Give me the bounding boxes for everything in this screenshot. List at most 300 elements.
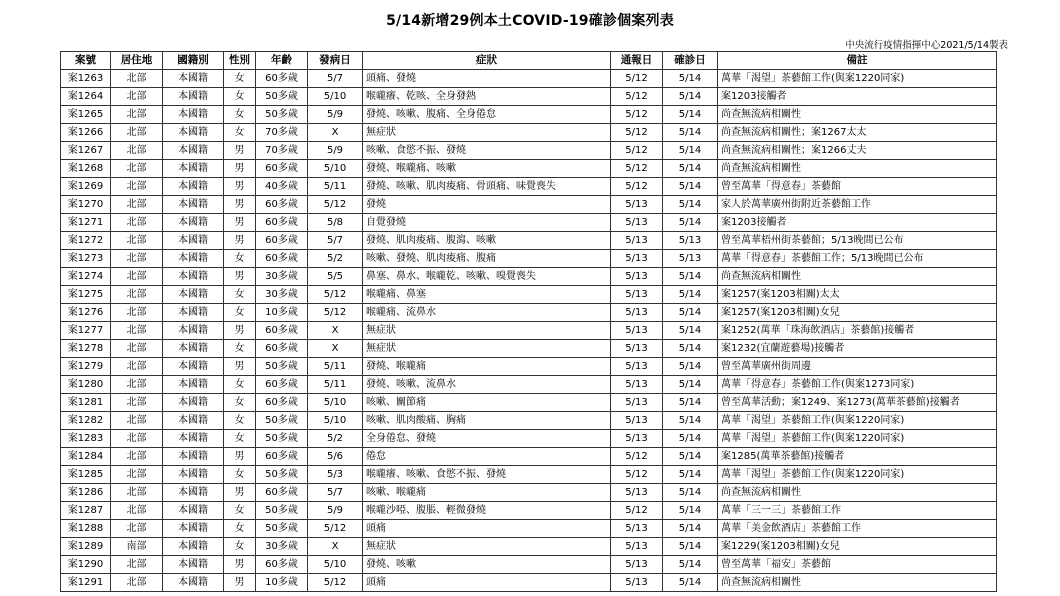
cell-residence: 北部: [111, 142, 163, 160]
cell-case-no: 案1279: [61, 358, 111, 376]
cell-residence: 北部: [111, 106, 163, 124]
cell-case-no: 案1277: [61, 322, 111, 340]
cell-age: 60多歲: [256, 70, 308, 88]
cell-onset-date: 5/9: [308, 142, 363, 160]
cell-symptoms: 發燒、咳嗽: [363, 556, 611, 574]
cell-confirm-date: 5/14: [663, 70, 718, 88]
cell-nationality: 本國籍: [163, 250, 224, 268]
cell-symptoms: 頭痛: [363, 574, 611, 592]
cell-gender: 男: [224, 178, 256, 196]
cell-age: 50多歲: [256, 88, 308, 106]
cell-symptoms: 咳嗽、關節痛: [363, 394, 611, 412]
cell-case-no: 案1278: [61, 340, 111, 358]
header-symptoms: 症狀: [363, 52, 611, 70]
cell-case-no: 案1286: [61, 484, 111, 502]
table-row: [61, 484, 997, 502]
cell-remarks: 萬華「渴望」茶藝館工作(與案1220同家): [718, 70, 997, 88]
cell-case-no: 案1267: [61, 142, 111, 160]
cell-age: 70多歲: [256, 124, 308, 142]
cell-nationality: 本國籍: [163, 232, 224, 250]
cell-report-date: 5/13: [611, 304, 663, 322]
cell-report-date: 5/13: [611, 430, 663, 448]
cell-symptoms: 喉嚨沙啞、腹脹、輕微發燒: [363, 502, 611, 520]
cell-gender: 女: [224, 520, 256, 538]
cell-report-date: 5/13: [611, 286, 663, 304]
cell-case-no: 案1265: [61, 106, 111, 124]
cell-symptoms: 全身倦怠、發燒: [363, 430, 611, 448]
cell-onset-date: X: [308, 340, 363, 358]
cell-case-no: 案1281: [61, 394, 111, 412]
cell-case-no: 案1268: [61, 160, 111, 178]
cell-residence: 北部: [111, 340, 163, 358]
cell-age: 60多歲: [256, 448, 308, 466]
cell-confirm-date: 5/14: [663, 376, 718, 394]
cell-nationality: 本國籍: [163, 178, 224, 196]
cell-nationality: 本國籍: [163, 358, 224, 376]
cell-nationality: 本國籍: [163, 304, 224, 322]
cell-gender: 女: [224, 502, 256, 520]
cell-gender: 男: [224, 268, 256, 286]
cell-nationality: 本國籍: [163, 286, 224, 304]
cell-residence: 北部: [111, 574, 163, 592]
cell-report-date: 5/12: [611, 106, 663, 124]
cell-confirm-date: 5/14: [663, 214, 718, 232]
cell-age: 30多歲: [256, 268, 308, 286]
table-row: [61, 394, 997, 412]
cell-nationality: 本國籍: [163, 376, 224, 394]
table-row: [61, 304, 997, 322]
cell-nationality: 本國籍: [163, 574, 224, 592]
table-row: [61, 466, 997, 484]
cell-case-no: 案1269: [61, 178, 111, 196]
cell-symptoms: 發燒、肌肉痠痛、腹瀉、咳嗽: [363, 232, 611, 250]
cell-symptoms: 鼻塞、鼻水、喉嚨乾、咳嗽、嗅覺喪失: [363, 268, 611, 286]
cell-confirm-date: 5/14: [663, 520, 718, 538]
cell-symptoms: 喉嚨癢、乾咳、全身發熱: [363, 88, 611, 106]
cell-gender: 男: [224, 322, 256, 340]
cell-remarks: 尚查無流病相關性；案1267太太: [718, 124, 997, 142]
table-row: [61, 412, 997, 430]
cell-symptoms: 無症狀: [363, 340, 611, 358]
header-residence: 居住地: [111, 52, 163, 70]
cell-symptoms: 喉嚨痛、鼻塞: [363, 286, 611, 304]
cell-residence: 北部: [111, 556, 163, 574]
cell-symptoms: 無症狀: [363, 538, 611, 556]
cell-symptoms: 喉嚨癢、咳嗽、食慾不振、發燒: [363, 466, 611, 484]
cell-confirm-date: 5/14: [663, 268, 718, 286]
cell-symptoms: 咳嗽、肌肉酸痛、胸痛: [363, 412, 611, 430]
cell-gender: 男: [224, 358, 256, 376]
cell-nationality: 本國籍: [163, 106, 224, 124]
table-row: [61, 430, 997, 448]
cell-remarks: 案1252(萬華「珠海飲酒店」茶藝館)接觸者: [718, 322, 997, 340]
cell-report-date: 5/13: [611, 412, 663, 430]
cell-age: 60多歲: [256, 322, 308, 340]
cell-report-date: 5/12: [611, 70, 663, 88]
cell-residence: 北部: [111, 88, 163, 106]
cell-report-date: 5/13: [611, 520, 663, 538]
cell-age: 50多歲: [256, 412, 308, 430]
cell-case-no: 案1271: [61, 214, 111, 232]
cell-confirm-date: 5/14: [663, 430, 718, 448]
cell-onset-date: 5/10: [308, 88, 363, 106]
header-case-no: 案號: [61, 52, 111, 70]
cell-remarks: 案1229(案1203相關)女兒: [718, 538, 997, 556]
cell-onset-date: 5/7: [308, 232, 363, 250]
cell-report-date: 5/12: [611, 448, 663, 466]
cell-symptoms: 咳嗽、發燒、肌肉痠痛、腹痛: [363, 250, 611, 268]
cell-onset-date: 5/7: [308, 70, 363, 88]
cell-case-no: 案1284: [61, 448, 111, 466]
cell-report-date: 5/13: [611, 322, 663, 340]
cell-case-no: 案1280: [61, 376, 111, 394]
cell-gender: 女: [224, 250, 256, 268]
cell-nationality: 本國籍: [163, 520, 224, 538]
cell-residence: 北部: [111, 358, 163, 376]
table-row: [61, 520, 997, 538]
cell-case-no: 案1272: [61, 232, 111, 250]
cell-gender: 女: [224, 286, 256, 304]
cell-remarks: 尚查無流病相關性；案1266丈夫: [718, 142, 997, 160]
cell-confirm-date: 5/14: [663, 358, 718, 376]
table-row: [61, 556, 997, 574]
cell-residence: 北部: [111, 178, 163, 196]
cell-age: 30多歲: [256, 538, 308, 556]
table-row: [61, 160, 997, 178]
cell-residence: 北部: [111, 286, 163, 304]
table-row: [61, 178, 997, 196]
cell-age: 50多歲: [256, 502, 308, 520]
cell-residence: 北部: [111, 376, 163, 394]
cell-confirm-date: 5/14: [663, 124, 718, 142]
cell-nationality: 本國籍: [163, 412, 224, 430]
cell-symptoms: 無症狀: [363, 322, 611, 340]
cell-report-date: 5/13: [611, 484, 663, 502]
cell-remarks: 案1232(宜蘭遊藝場)接觸者: [718, 340, 997, 358]
cell-remarks: 萬華「美金飲酒店」茶藝館工作: [718, 520, 997, 538]
cell-nationality: 本國籍: [163, 502, 224, 520]
cell-onset-date: 5/12: [308, 304, 363, 322]
cell-report-date: 5/12: [611, 142, 663, 160]
cell-onset-date: 5/9: [308, 502, 363, 520]
cell-remarks: 曾至萬華活動；案1249、案1273(萬華茶藝館)接觸者: [718, 394, 997, 412]
cell-residence: 北部: [111, 268, 163, 286]
cell-onset-date: 5/3: [308, 466, 363, 484]
cell-gender: 女: [224, 394, 256, 412]
cell-confirm-date: 5/14: [663, 160, 718, 178]
cell-case-no: 案1263: [61, 70, 111, 88]
cell-report-date: 5/13: [611, 268, 663, 286]
cell-nationality: 本國籍: [163, 196, 224, 214]
cell-gender: 女: [224, 430, 256, 448]
cell-nationality: 本國籍: [163, 88, 224, 106]
cell-onset-date: X: [308, 538, 363, 556]
cell-nationality: 本國籍: [163, 448, 224, 466]
cell-age: 50多歲: [256, 430, 308, 448]
cell-remarks: 萬華「渴望」茶藝館工作(與案1220同家): [718, 412, 997, 430]
cell-case-no: 案1274: [61, 268, 111, 286]
cell-gender: 男: [224, 484, 256, 502]
cell-remarks: 萬華「得意春」茶藝館工作；5/13晚間已公布: [718, 250, 997, 268]
cell-case-no: 案1291: [61, 574, 111, 592]
cell-gender: 女: [224, 538, 256, 556]
cell-nationality: 本國籍: [163, 394, 224, 412]
cell-nationality: 本國籍: [163, 268, 224, 286]
cell-age: 60多歲: [256, 484, 308, 502]
cell-onset-date: 5/10: [308, 160, 363, 178]
cell-report-date: 5/13: [611, 538, 663, 556]
cell-confirm-date: 5/14: [663, 412, 718, 430]
cell-residence: 北部: [111, 394, 163, 412]
cell-remarks: 案1203接觸者: [718, 214, 997, 232]
cell-residence: 北部: [111, 322, 163, 340]
cell-confirm-date: 5/14: [663, 106, 718, 124]
cell-nationality: 本國籍: [163, 556, 224, 574]
cell-case-no: 案1289: [61, 538, 111, 556]
table-row: [61, 88, 997, 106]
cell-onset-date: 5/9: [308, 106, 363, 124]
cell-symptoms: 倦怠: [363, 448, 611, 466]
cell-remarks: 案1257(案1203相關)女兒: [718, 304, 997, 322]
table-row: [61, 574, 997, 592]
cell-age: 70多歲: [256, 142, 308, 160]
cell-gender: 女: [224, 106, 256, 124]
header-confirm-date: 確診日: [663, 52, 718, 70]
cell-gender: 女: [224, 412, 256, 430]
cell-onset-date: 5/2: [308, 250, 363, 268]
cell-gender: 女: [224, 466, 256, 484]
cell-residence: 北部: [111, 430, 163, 448]
cell-onset-date: 5/12: [308, 520, 363, 538]
cell-onset-date: 5/7: [308, 484, 363, 502]
header-gender: 性別: [224, 52, 256, 70]
cell-residence: 北部: [111, 232, 163, 250]
cell-remarks: 尚查無流病相關性: [718, 268, 997, 286]
cell-residence: 北部: [111, 448, 163, 466]
cell-symptoms: 咳嗽、食慾不振、發燒: [363, 142, 611, 160]
cell-remarks: 曾至萬華「福安」茶藝館: [718, 556, 997, 574]
cell-nationality: 本國籍: [163, 124, 224, 142]
cell-report-date: 5/12: [611, 502, 663, 520]
cell-report-date: 5/13: [611, 196, 663, 214]
cell-report-date: 5/13: [611, 556, 663, 574]
cell-report-date: 5/13: [611, 358, 663, 376]
cell-nationality: 本國籍: [163, 538, 224, 556]
cell-symptoms: 發燒、咳嗽、腹痛、全身倦怠: [363, 106, 611, 124]
cell-residence: 北部: [111, 124, 163, 142]
cell-gender: 女: [224, 88, 256, 106]
cell-case-no: 案1288: [61, 520, 111, 538]
cell-case-no: 案1266: [61, 124, 111, 142]
source-note: 中央流行疫情指揮中心2021/5/14製表: [845, 40, 1008, 51]
table-row: [61, 70, 997, 88]
table-row: [61, 286, 997, 304]
cell-residence: 北部: [111, 502, 163, 520]
cell-residence: 北部: [111, 160, 163, 178]
cell-report-date: 5/12: [611, 466, 663, 484]
cell-gender: 女: [224, 304, 256, 322]
cell-symptoms: 頭痛: [363, 520, 611, 538]
cell-remarks: 家人於萬華廣州街附近茶藝館工作: [718, 196, 997, 214]
cell-confirm-date: 5/14: [663, 448, 718, 466]
cell-onset-date: 5/11: [308, 178, 363, 196]
cell-age: 10多歲: [256, 574, 308, 592]
cell-symptoms: 無症狀: [363, 124, 611, 142]
cell-remarks: 萬華「渴望」茶藝館工作(與案1220同家): [718, 466, 997, 484]
cell-remarks: 尚查無流病相關性: [718, 574, 997, 592]
cell-residence: 南部: [111, 538, 163, 556]
cell-onset-date: X: [308, 124, 363, 142]
cell-gender: 男: [224, 232, 256, 250]
cell-onset-date: 5/2: [308, 430, 363, 448]
cell-age: 60多歲: [256, 394, 308, 412]
cell-confirm-date: 5/14: [663, 556, 718, 574]
table-row: [61, 250, 997, 268]
cell-confirm-date: 5/14: [663, 538, 718, 556]
cell-remarks: 萬華「渴望」茶藝館工作(與案1220同家): [718, 430, 997, 448]
cell-remarks: 尚查無流病相關性: [718, 484, 997, 502]
cell-residence: 北部: [111, 304, 163, 322]
cell-case-no: 案1275: [61, 286, 111, 304]
cell-onset-date: 5/10: [308, 556, 363, 574]
cell-age: 60多歲: [256, 196, 308, 214]
header-age: 年齡: [256, 52, 308, 70]
cell-report-date: 5/13: [611, 214, 663, 232]
cell-case-no: 案1287: [61, 502, 111, 520]
cell-confirm-date: 5/13: [663, 250, 718, 268]
cell-report-date: 5/13: [611, 394, 663, 412]
cell-report-date: 5/13: [611, 376, 663, 394]
cell-remarks: 萬華「三一三」茶藝館工作: [718, 502, 997, 520]
cell-remarks: 案1257(案1203相關)太太: [718, 286, 997, 304]
cell-confirm-date: 5/13: [663, 232, 718, 250]
cell-confirm-date: 5/14: [663, 574, 718, 592]
cell-nationality: 本國籍: [163, 214, 224, 232]
cell-confirm-date: 5/14: [663, 340, 718, 358]
cell-onset-date: 5/10: [308, 394, 363, 412]
cell-confirm-date: 5/14: [663, 196, 718, 214]
cell-nationality: 本國籍: [163, 466, 224, 484]
header-report-date: 通報日: [611, 52, 663, 70]
cell-onset-date: 5/11: [308, 358, 363, 376]
cell-gender: 男: [224, 196, 256, 214]
table-header-row: [61, 52, 997, 70]
cell-onset-date: 5/12: [308, 574, 363, 592]
cell-case-no: 案1264: [61, 88, 111, 106]
cell-onset-date: 5/12: [308, 196, 363, 214]
cell-symptoms: 咳嗽、喉嚨痛: [363, 484, 611, 502]
cell-gender: 女: [224, 340, 256, 358]
cell-age: 50多歲: [256, 358, 308, 376]
cell-symptoms: 自覺發燒: [363, 214, 611, 232]
table-row: [61, 448, 997, 466]
cell-nationality: 本國籍: [163, 142, 224, 160]
cell-report-date: 5/13: [611, 574, 663, 592]
cell-case-no: 案1290: [61, 556, 111, 574]
cell-age: 60多歲: [256, 214, 308, 232]
cell-age: 30多歲: [256, 286, 308, 304]
cell-report-date: 5/12: [611, 178, 663, 196]
cell-residence: 北部: [111, 250, 163, 268]
cell-remarks: 案1203接觸者: [718, 88, 997, 106]
cell-age: 50多歲: [256, 466, 308, 484]
cell-nationality: 本國籍: [163, 484, 224, 502]
cell-case-no: 案1285: [61, 466, 111, 484]
cell-remarks: 萬華「得意春」茶藝館工作(與案1273同家): [718, 376, 997, 394]
cell-report-date: 5/12: [611, 88, 663, 106]
cell-symptoms: 喉嚨痛、流鼻水: [363, 304, 611, 322]
cell-age: 40多歲: [256, 178, 308, 196]
cell-remarks: 曾至萬華廣州街周邊: [718, 358, 997, 376]
cell-nationality: 本國籍: [163, 322, 224, 340]
table-row: [61, 268, 997, 286]
cell-onset-date: 5/11: [308, 376, 363, 394]
cell-report-date: 5/13: [611, 232, 663, 250]
cell-confirm-date: 5/14: [663, 178, 718, 196]
cell-confirm-date: 5/14: [663, 394, 718, 412]
header-remarks: 備註: [718, 52, 997, 70]
cell-onset-date: 5/12: [308, 286, 363, 304]
cell-remarks: 尚查無流病相關性: [718, 160, 997, 178]
cell-age: 60多歲: [256, 556, 308, 574]
cell-age: 60多歲: [256, 250, 308, 268]
cell-gender: 男: [224, 214, 256, 232]
cell-gender: 男: [224, 448, 256, 466]
cell-residence: 北部: [111, 412, 163, 430]
cell-symptoms: 頭痛、發燒: [363, 70, 611, 88]
cell-confirm-date: 5/14: [663, 502, 718, 520]
cell-onset-date: 5/5: [308, 268, 363, 286]
table-row: [61, 538, 997, 556]
cell-symptoms: 發燒、咳嗽、流鼻水: [363, 376, 611, 394]
cell-age: 10多歲: [256, 304, 308, 322]
cell-remarks: 曾至萬華梧州街茶藝館；5/13晚間已公布: [718, 232, 997, 250]
cell-onset-date: X: [308, 322, 363, 340]
cell-symptoms: 發燒: [363, 196, 611, 214]
table-row: [61, 502, 997, 520]
cell-report-date: 5/13: [611, 250, 663, 268]
page-title: 5/14新增29例本土COVID-19確診個案列表: [386, 13, 674, 29]
cell-symptoms: 發燒、咳嗽、肌肉痠痛、骨頭痛、味覺喪失: [363, 178, 611, 196]
cell-gender: 男: [224, 142, 256, 160]
cell-onset-date: 5/8: [308, 214, 363, 232]
cell-residence: 北部: [111, 214, 163, 232]
cell-age: 60多歲: [256, 160, 308, 178]
cell-residence: 北部: [111, 484, 163, 502]
cell-remarks: 曾至萬華「得意春」茶藝館: [718, 178, 997, 196]
cell-nationality: 本國籍: [163, 430, 224, 448]
cell-age: 60多歲: [256, 340, 308, 358]
table-row: [61, 322, 997, 340]
cell-confirm-date: 5/14: [663, 322, 718, 340]
cell-remarks: 案1285(萬華茶藝館)接觸者: [718, 448, 997, 466]
cell-residence: 北部: [111, 196, 163, 214]
cell-gender: 女: [224, 70, 256, 88]
table-row: [61, 214, 997, 232]
table-body: [61, 70, 997, 592]
cell-symptoms: 發燒、喉嚨痛: [363, 358, 611, 376]
table-row: [61, 196, 997, 214]
cell-case-no: 案1276: [61, 304, 111, 322]
cell-case-no: 案1283: [61, 430, 111, 448]
cell-residence: 北部: [111, 466, 163, 484]
cell-onset-date: 5/6: [308, 448, 363, 466]
table-row: [61, 358, 997, 376]
cell-gender: 男: [224, 160, 256, 178]
cell-symptoms: 發燒、喉嚨痛、咳嗽: [363, 160, 611, 178]
cell-age: 50多歲: [256, 520, 308, 538]
cell-confirm-date: 5/14: [663, 142, 718, 160]
